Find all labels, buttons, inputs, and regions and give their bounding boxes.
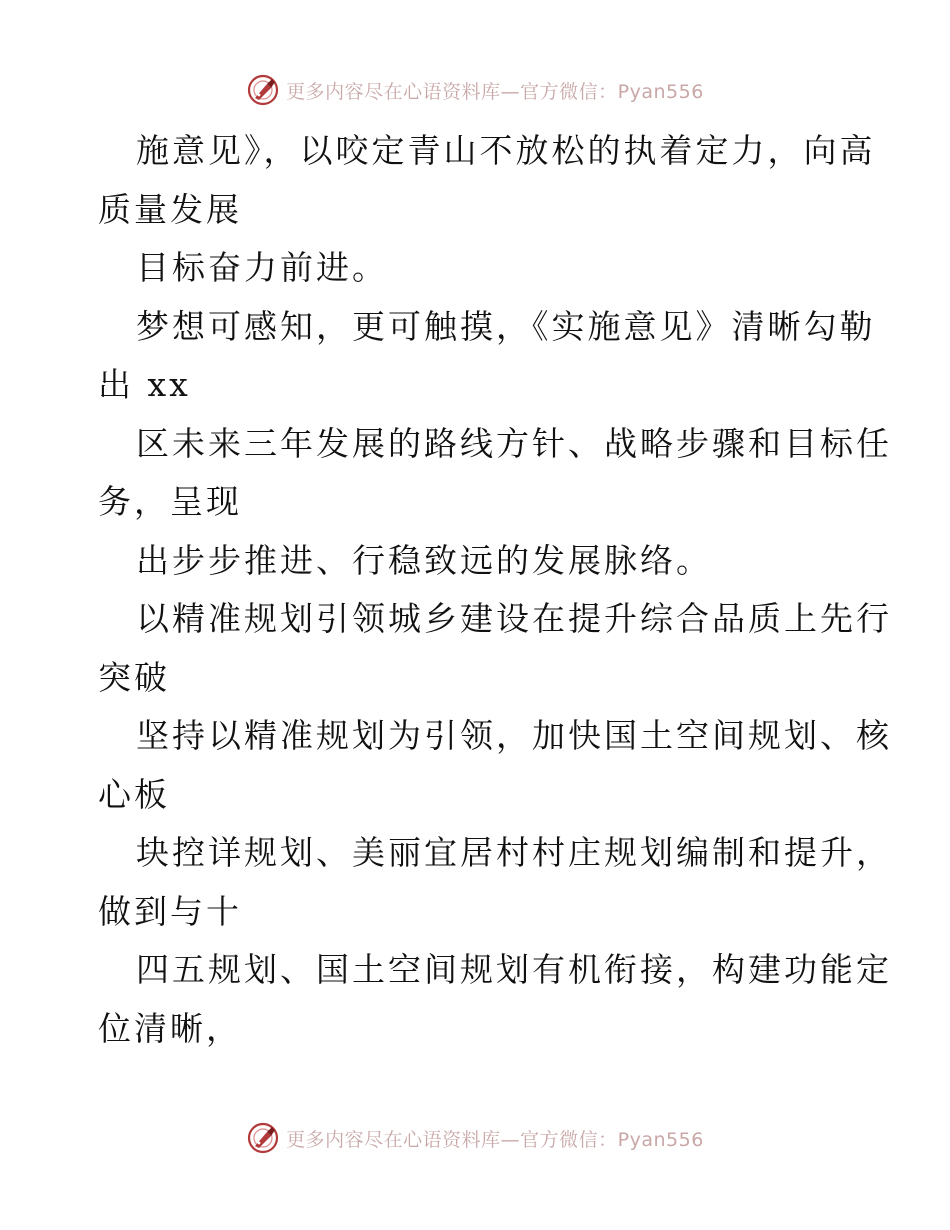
text-line: 心板 xyxy=(98,774,170,814)
text-line: 四五规划、国土空间规划有机衔接，构建功能定 xyxy=(136,950,892,989)
watermark-text: 更多内容尽在心语资料库—官方微信：Pyan556 xyxy=(286,80,704,103)
text-line: 块控详规划、美丽宜居村村庄规划编制和提升， xyxy=(136,833,892,872)
text-line: 目标奋力前进。 xyxy=(136,248,388,287)
text-line: 出步步推进、行稳致远的发展脉络。 xyxy=(136,540,712,580)
text-line: 区未来三年发展的路线方针、战略步骤和目标任 xyxy=(136,423,892,463)
pen-nib-logo-icon xyxy=(246,73,280,107)
watermark-text: 更多内容尽在心语资料库—官方微信：Pyan556 xyxy=(286,1128,704,1151)
pen-nib-logo-icon xyxy=(246,1121,280,1155)
document-body xyxy=(98,122,892,1058)
text-line: 出 xx xyxy=(98,365,191,404)
text-line: 梦想可感知，更可触摸，《实施意见》清晰勾勒 xyxy=(136,306,876,346)
text-line: 以精准规划引领城乡建设在提升综合品质上先行 xyxy=(136,599,892,638)
text-line: 突破 xyxy=(98,657,170,697)
header-watermark xyxy=(0,70,950,110)
text-line: 坚持以精准规划为引领，加快国土空间规划、核 xyxy=(136,716,892,755)
text-line: 施意见》，以咬定青山不放松的执着定力，向高 xyxy=(136,131,876,170)
text-line: 位清晰， xyxy=(98,1008,242,1048)
footer-watermark xyxy=(0,1118,950,1158)
text-line: 质量发展 xyxy=(98,189,242,229)
text-line: 务，呈现 xyxy=(98,482,242,521)
text-line: 做到与十 xyxy=(98,891,242,931)
